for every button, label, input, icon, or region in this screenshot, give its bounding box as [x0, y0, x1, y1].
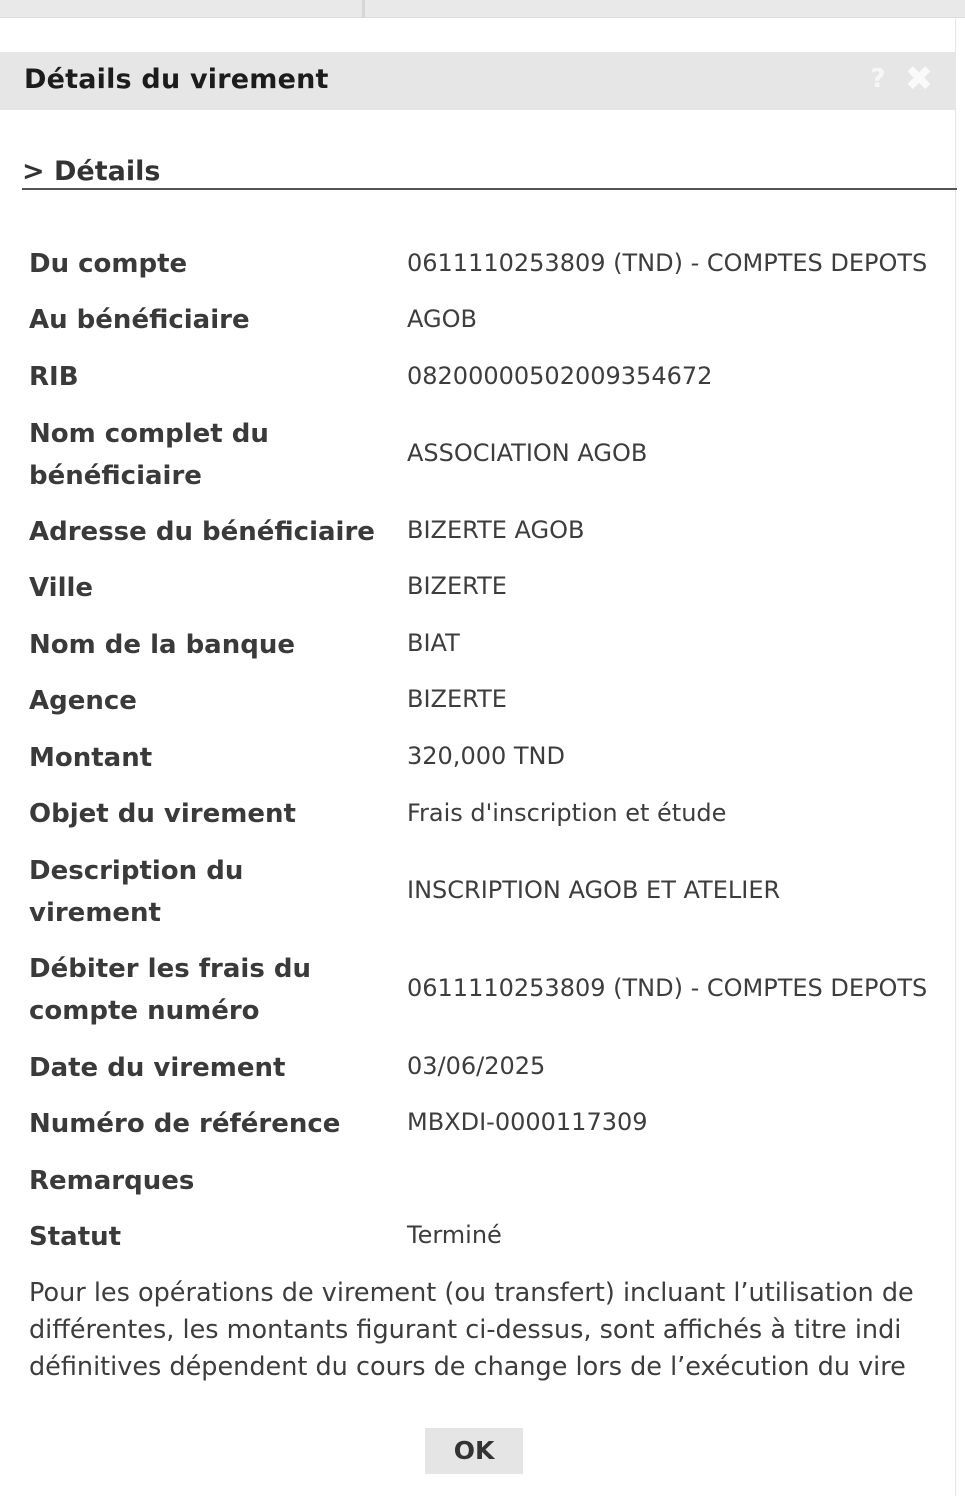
- value-du-compte: 0611110253809 (TND) - COMPTES DEPOTS: [407, 249, 928, 277]
- label-statut: Statut: [29, 1222, 122, 1252]
- exchange-rate-notice: [29, 1275, 955, 1385]
- label-au-beneficiaire: Au bénéficiaire: [29, 305, 250, 335]
- label-reference: Numéro de référence: [29, 1109, 341, 1139]
- label-description: Description du virement: [29, 856, 244, 928]
- ok-button[interactable]: OK: [425, 1428, 523, 1474]
- label-du-compte: Du compte: [29, 249, 188, 279]
- value-montant: 320,000 TND: [407, 742, 565, 770]
- label-adresse: Adresse du bénéficiaire: [29, 517, 375, 547]
- tab-divider: [362, 0, 365, 18]
- value-description: INSCRIPTION AGOB ET ATELIER: [407, 876, 781, 904]
- label-rib: RIB: [29, 362, 79, 392]
- value-nom-complet: ASSOCIATION AGOB: [407, 439, 648, 467]
- value-rib: 08200000502009354672: [407, 362, 713, 390]
- label-agence: Agence: [29, 686, 137, 716]
- section-title: > Détails: [22, 156, 161, 187]
- value-au-beneficiaire: AGOB: [407, 305, 477, 333]
- value-nom-banque: BIAT: [407, 629, 460, 657]
- notice-line: définitives dépendent du cours de change lors de l’exécution du vire: [29, 1352, 906, 1382]
- value-ville: BIZERTE: [407, 572, 507, 600]
- notice-line: Pour les opérations de virement (ou transfert) incluant l’utilisation de: [29, 1278, 914, 1308]
- scroll-edge: [955, 18, 965, 1496]
- value-statut: Terminé: [407, 1221, 502, 1249]
- label-nom-banque: Nom de la banque: [29, 630, 295, 660]
- label-montant: Montant: [29, 743, 153, 773]
- dialog-title: Détails du virement: [24, 64, 329, 95]
- label-debiter-frais: Débiter les frais du compte numéro: [29, 954, 311, 1026]
- value-date: 03/06/2025: [407, 1052, 546, 1080]
- value-objet: Frais d'inscription et étude: [407, 799, 727, 827]
- label-date: Date du virement: [29, 1053, 286, 1083]
- top-tab-strip: [0, 0, 965, 18]
- value-debiter-frais: 0611110253809 (TND) - COMPTES DEPOTS: [407, 974, 928, 1002]
- value-reference: MBXDI-0000117309: [407, 1108, 648, 1136]
- dialog-header: [0, 52, 955, 110]
- value-agence: BIZERTE: [407, 685, 507, 713]
- value-adresse: BIZERTE AGOB: [407, 516, 585, 544]
- section-header[interactable]: [22, 154, 957, 190]
- label-ville: Ville: [29, 573, 94, 603]
- close-icon[interactable]: ✖: [904, 59, 934, 99]
- label-remarques: Remarques: [29, 1166, 195, 1196]
- label-nom-complet: Nom complet du bénéficiaire: [29, 419, 269, 491]
- notice-line: différentes, les montants figurant ci-dessus, sont affichés à titre indi: [29, 1315, 902, 1345]
- help-icon[interactable]: ?: [870, 64, 886, 94]
- label-objet: Objet du virement: [29, 799, 296, 829]
